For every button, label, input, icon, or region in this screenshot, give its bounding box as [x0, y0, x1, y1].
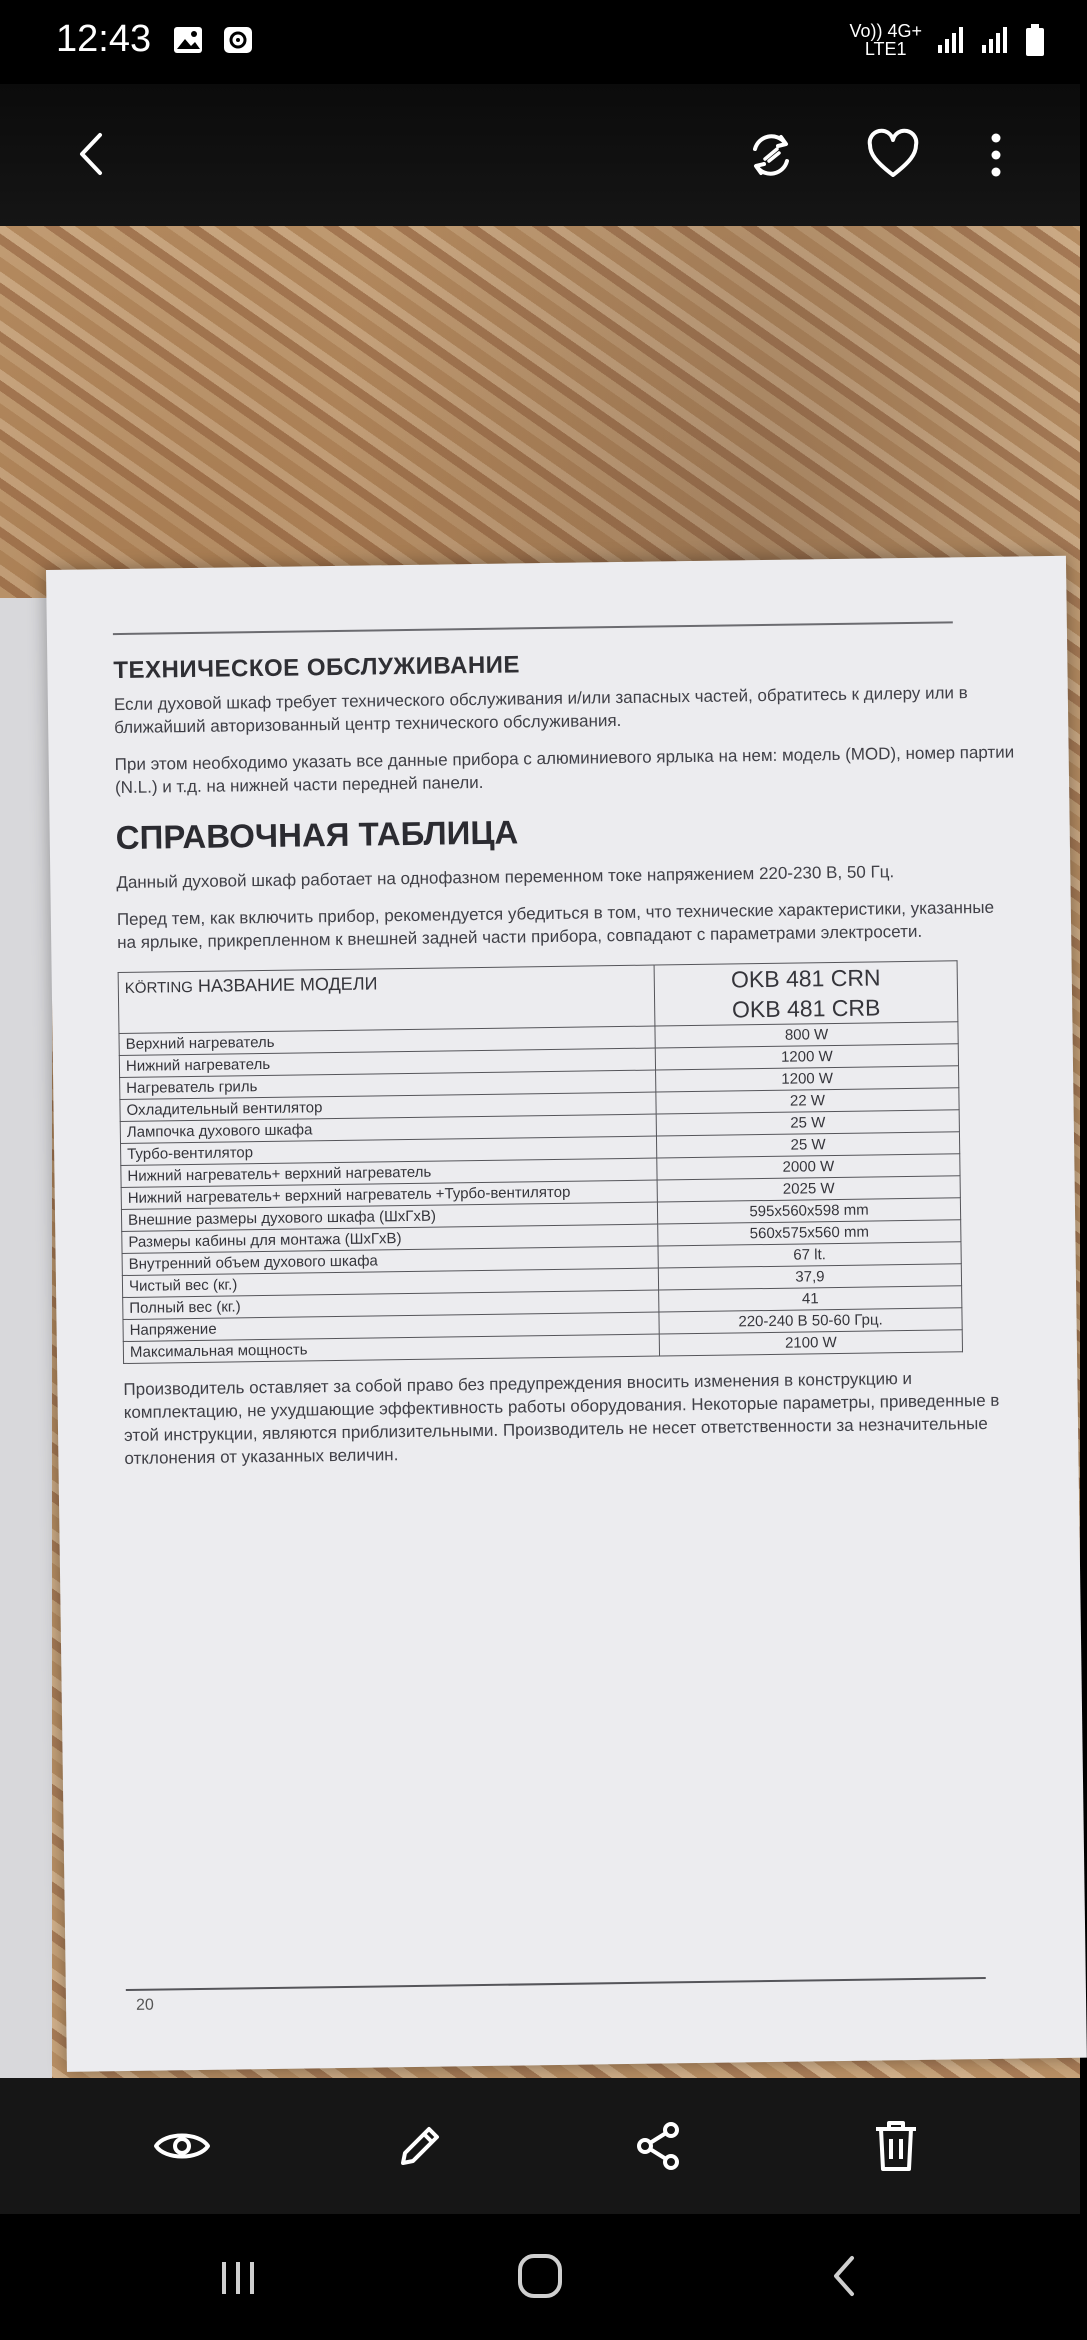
page-number: 20	[135, 1996, 154, 2014]
status-time: 12:43	[56, 18, 152, 60]
home-button[interactable]	[508, 2244, 572, 2308]
trash-icon	[873, 2119, 919, 2173]
row-value: 1200 W	[655, 1044, 958, 1070]
spec-table	[118, 960, 963, 1364]
reference-table-title: СПРАВОЧНАЯ ТАБЛИЦА	[115, 813, 519, 857]
row-label: Внешние размеры духового шкафа (ШхГхВ)	[121, 1202, 657, 1231]
row-label: Полный вес (кг.)	[123, 1290, 659, 1319]
network-type	[849, 22, 922, 58]
edit-button[interactable]	[388, 2114, 452, 2178]
more-vert-icon	[988, 130, 1004, 180]
recents-button[interactable]	[206, 2248, 270, 2308]
row-value: 2100 W	[659, 1330, 962, 1356]
system-back-button[interactable]	[812, 2244, 876, 2308]
page-content	[113, 621, 1025, 1487]
network-type-bottom: LTE1	[864, 39, 907, 59]
row-value: 22 W	[656, 1088, 959, 1114]
remaster-button[interactable]	[736, 120, 806, 190]
view-button[interactable]	[150, 2114, 214, 2178]
pencil-icon	[395, 2121, 445, 2171]
paragraph-1: Если духовой шкаф требует технического обслуживания и/или запасных частей, обратитесь к дилеру или в ближайший авторизованный центр технического обслуживания.	[113, 683, 968, 738]
left-page-edge	[0, 598, 52, 2078]
row-label: Максимальная мощность	[123, 1334, 659, 1363]
row-label: Нижний нагреватель+ верхний нагреватель	[121, 1158, 657, 1187]
row-label: Нагреватель гриль	[120, 1070, 656, 1099]
model-2: OKB 481 CRB	[731, 994, 881, 1023]
model-name-label: НАЗВАНИЕ МОДЕЛИ	[197, 973, 378, 996]
model-1: OKB 481 CRN	[730, 964, 881, 993]
manual-page	[46, 556, 1087, 2072]
bottom-rule	[126, 1977, 986, 1991]
recents-icon	[216, 2258, 260, 2298]
back-button[interactable]	[62, 124, 122, 184]
table-header-row	[118, 961, 958, 1034]
row-label: Лампочка духового шкафа	[120, 1114, 656, 1143]
table-header-models	[654, 961, 958, 1026]
heart-icon	[866, 130, 920, 180]
more-options-button[interactable]	[976, 120, 1016, 190]
row-label: Чистый вес (кг.)	[122, 1268, 658, 1297]
paragraph-3: Данный духовой шкаф работает на однофазном переменном токе напряжением 220-230 В, 50 Гц.	[116, 862, 895, 893]
row-value: 2000 W	[657, 1154, 960, 1180]
delete-button[interactable]	[864, 2114, 928, 2178]
home-icon	[516, 2252, 564, 2300]
paragraph-4: Перед тем, как включить прибор, рекомендуется убедиться в том, что технические характеристики, указанные на ярлыке, прикрепленном к внешней задней части прибора, совпадают с параметрами электросети.	[116, 897, 995, 953]
row-value: 595x560x598 mm	[657, 1198, 960, 1224]
table-header-label	[118, 965, 655, 1033]
row-label: Внутренний объем духового шкафа	[122, 1246, 658, 1275]
row-value: 37,9	[658, 1264, 961, 1290]
share-button[interactable]	[626, 2114, 690, 2178]
section-title: ТЕХНИЧЕСКОЕ ОБСЛУЖИВАНИЕ	[113, 651, 521, 685]
row-value: 560x575x560 mm	[658, 1220, 961, 1246]
disclaimer-paragraph: Производитель оставляет за собой право без предупреждения вносить изменения в конструкцию и комплектацию, не ухудшающие эффективность работы оборудования. Некоторые параметры, приведенные в этой инструкции, являются приблизительными. Производитель не несет ответственности за незначительные отклонения от указанных величин.	[123, 1368, 1000, 1468]
row-label: Охладительный вентилятор	[120, 1092, 656, 1121]
row-value: 2025 W	[657, 1176, 960, 1202]
photo-viewport[interactable]	[0, 226, 1080, 2078]
signal-icon-2	[980, 25, 1010, 55]
system-navigation-bar	[0, 2214, 1080, 2340]
row-label: Нижний нагреватель+ верхний нагреватель +Турбо-вентилятор	[121, 1180, 657, 1209]
row-value: 800 W	[655, 1022, 958, 1048]
eye-icon	[153, 2126, 211, 2166]
status-system-icons	[849, 22, 1046, 58]
share-icon	[633, 2120, 683, 2172]
back-arrow-icon	[826, 2252, 862, 2300]
viewer-top-bar	[0, 84, 1080, 226]
row-label: Верхний нагреватель	[119, 1026, 655, 1055]
row-value: 41	[659, 1286, 962, 1312]
row-value: 1200 W	[656, 1066, 959, 1092]
row-value: 220-240 В 50-60 Грц.	[659, 1308, 962, 1334]
row-label: Напряжение	[123, 1312, 659, 1341]
paragraph-2: При этом необходимо указать все данные прибора с алюминиевого ярлыка на нем: модель (MOD), номер партии (N.L.) и т.д. на нижней части передней панели.	[114, 742, 1015, 798]
network-type-top: Vo)) 4G+	[849, 21, 922, 41]
brand-name: KÖRTING	[124, 978, 194, 997]
row-value: 25 W	[656, 1110, 959, 1136]
status-bar	[0, 0, 1080, 84]
row-label: Турбо-вентилятор	[121, 1136, 657, 1165]
remaster-icon	[743, 127, 799, 183]
favorite-button[interactable]	[858, 120, 928, 190]
row-label: Размеры кабины для монтажа (ШхГхВ)	[122, 1224, 658, 1253]
status-notification-icons	[172, 24, 254, 56]
viewer-bottom-bar	[0, 2078, 1080, 2214]
row-value: 25 W	[656, 1132, 959, 1158]
row-label: Нижний нагреватель	[119, 1048, 655, 1077]
signal-icon-1	[936, 25, 966, 55]
gallery-notification-icon	[172, 24, 204, 56]
screen-recorder-icon	[222, 24, 254, 56]
row-value: 67 lt.	[658, 1242, 961, 1268]
battery-icon	[1024, 23, 1046, 57]
chevron-left-icon	[72, 129, 112, 179]
